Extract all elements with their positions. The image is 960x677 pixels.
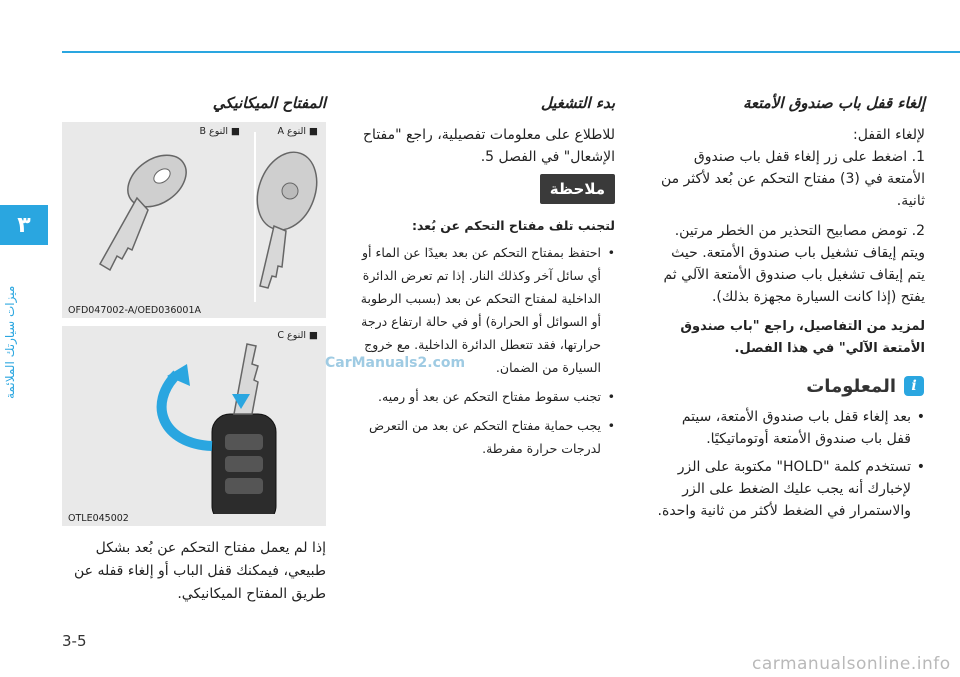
mechanical-key-text: إذا لم يعمل مفتاح التحكم عن بُعد بشكل طبيعي، فيمكنك قفل الباب أو إلغاء قفله عن طريق المفتاح الميكانيكي. [74,540,326,602]
chapter-side-title: ميزات سيارتك الملائمة [3,285,17,399]
section-heading-mechanical-key: المفتاح الميكانيكي [212,94,326,112]
right-column [655,92,925,360]
chapter-tab: ٣ [0,205,48,245]
mechanical-keys-illustration [62,136,326,316]
starting-text: للاطلاع على معلومات تفصيلية، راجع "مفتاح الإشعال" في الفصل 5. [363,127,615,165]
note-item: • تجنب سقوط مفتاح التحكم عن بعد أو رميه. [350,385,601,408]
notice-item: • بعد إلغاء قفل باب صندوق الأمتعة، سيتم قفل باب صندوق الأمتعة أوتوماتيكيًا. [655,406,911,450]
notice-header [774,372,924,400]
figure-label-type-b: ■ النوع B [199,126,240,137]
unlock-intro: لإلغاء القفل: [853,127,925,143]
left-column-heading [62,92,326,124]
page-number: 3-5 [62,632,87,650]
notice-item: • تستخدم كلمة "HOLD" مكتوبة على الزر لإخبارك أنه يجب عليك الضغط على الزر والاستمرار في الضغط لأكثر من ثانية واحدة. [655,456,911,522]
middle-column [350,92,615,466]
note-item: • يجب حماية مفتاح التحكم عن بعد من التعرض لدرجات حرارة مفرطة. [350,414,601,460]
info-icon: i [904,376,924,396]
step-item: 2. تومض مصابيح التحذير من الخطر مرتين. ويتم إيقاف تشغيل باب صندوق الأمتعة. حيث يتم إيقاف تشغيل باب صندوق الأمتعة الآلي ثم يفتح (إذا كانت السيارة مجهزة بذلك). [663,223,925,305]
figure-code: OFD047002-A/OED036001A [68,305,201,316]
notice-body [655,406,925,528]
figure-label-type-c: ■ النوع C [277,330,318,341]
notice-title: المعلومات [806,375,896,397]
figure-keys-a-b [62,122,326,318]
fob-key-c-icon [212,344,276,514]
figure-key-c [62,326,326,526]
figure-code: OTLE045002 [68,513,129,524]
unlock-steps [655,146,925,308]
figure-label-type-a: ■ النوع A [277,126,318,137]
footer-watermark: carmanualsonline.info [752,654,951,674]
key-type-a-icon [247,144,326,288]
note-body [350,214,615,460]
step-item: 1. اضغط على زر إلغاء قفل باب صندوق الأمتعة في (3) مفتاح التحكم عن بُعد لأكثر من ثانية. [660,149,925,209]
more-info-text: لمزيد من التفاصيل، راجع "باب صندوق الأمتعة الآلي" في هذا الفصل. [680,319,925,356]
smart-key-illustration [62,334,326,514]
header-rule [62,51,960,53]
note-label: ملاحظة [540,174,615,204]
note-item: • احتفظ بمفتاح التحكم عن بعد بعيدًا عن الماء أو أي سائل آخر وكذلك النار. إذا تم تعرض الدائرة الداخلية لمفتاح التحكم عن بعد (بسبب الرطوبة أو السوائل أو الحرارة) أو في حالة ارتفاع درجة حرارتها، فقد تتعطل الدائرة الداخلية. مع خروج السيارة من الضمان. [350,241,601,379]
note-lead: لتجنب تلف مفتاح التحكم عن بُعد: [411,218,615,233]
key-type-b-icon [100,145,196,270]
watermark: CarManuals2.com [325,355,466,371]
section-heading-trunk-unlock: إلغاء قفل باب صندوق الأمتعة [742,94,925,112]
section-heading-starting: بدء التشغيل [540,94,615,112]
